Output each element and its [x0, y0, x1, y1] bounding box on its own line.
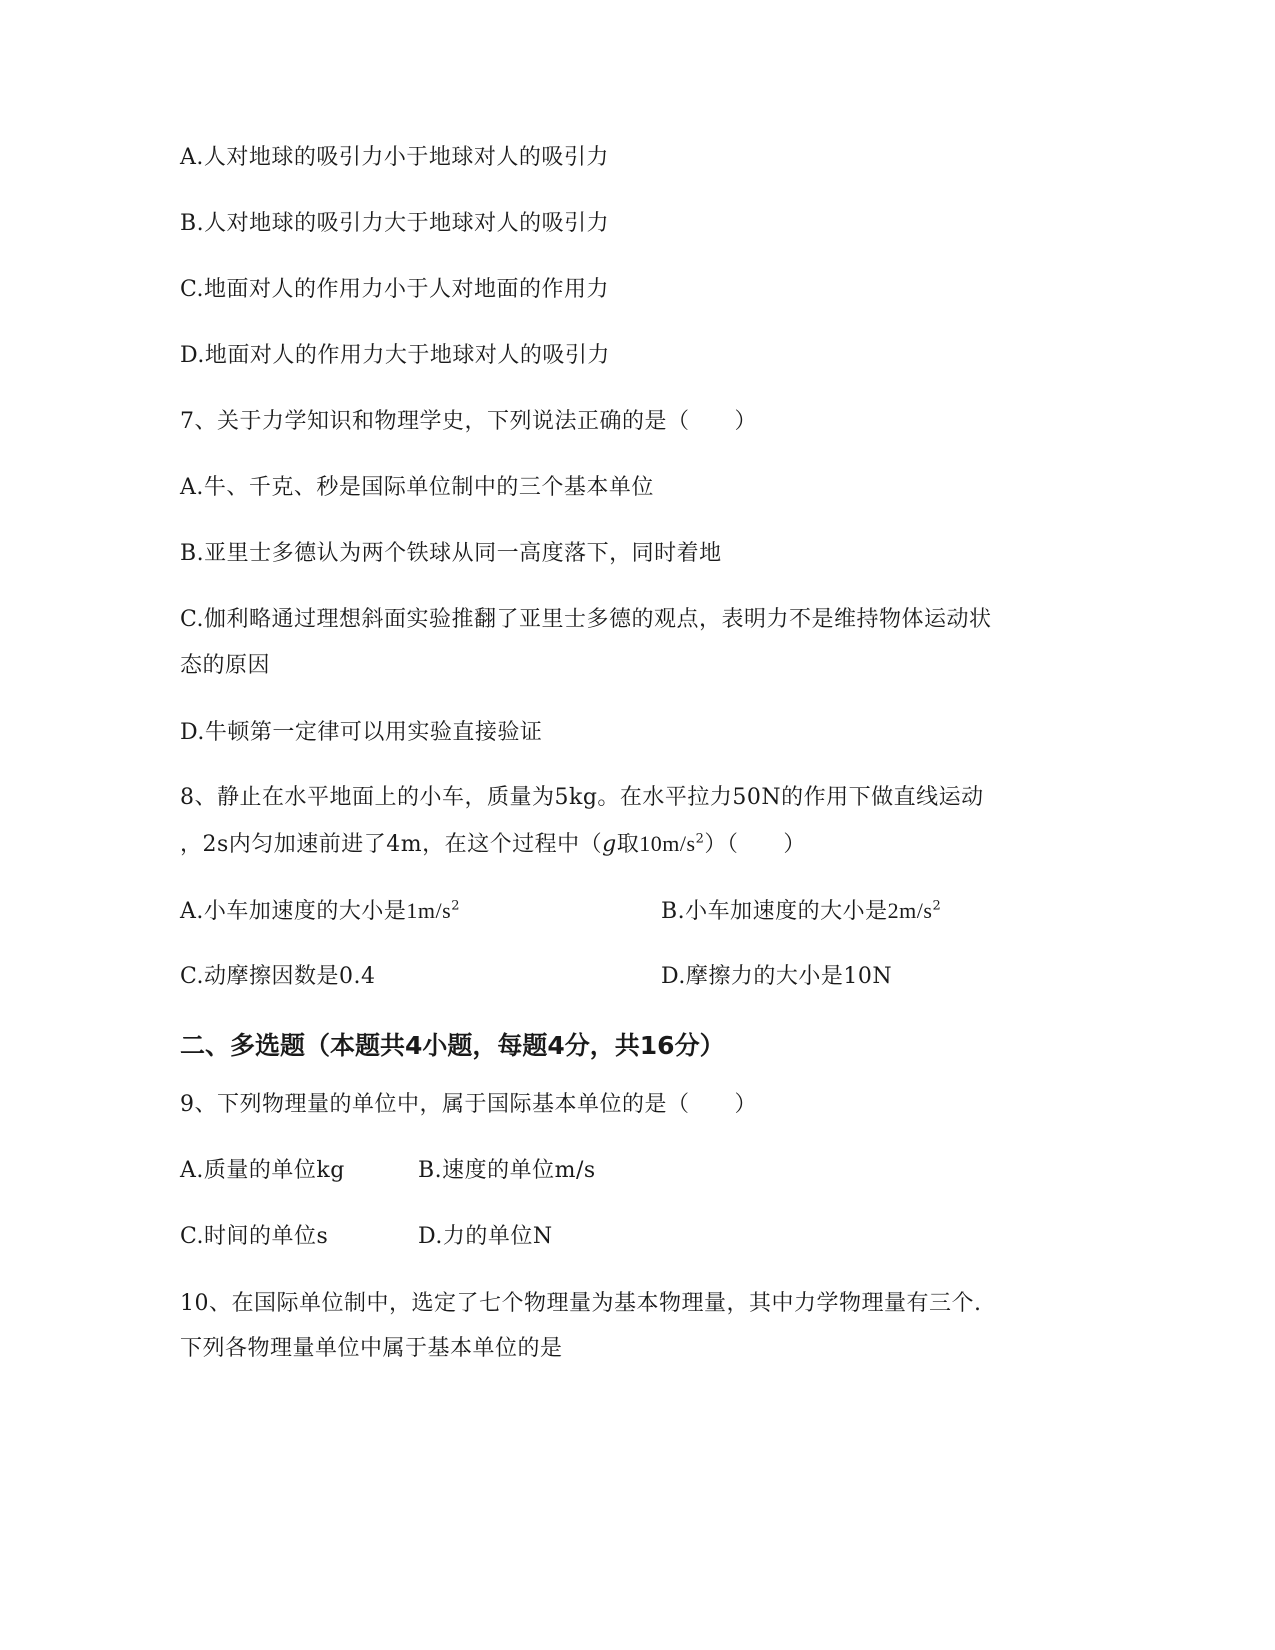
q9-option-b: B.速度的单位m/s: [418, 1158, 596, 1183]
q6-option-b: B.人对地球的吸引力大于地球对人的吸引力: [180, 211, 610, 236]
q6-option-a: A.人对地球的吸引力小于地球对人的吸引力: [180, 145, 609, 170]
q10-stem-line2: 下列各物理量单位中属于基本单位的是: [180, 1336, 563, 1361]
q8-option-b-text: B.小车加速度的大小是: [661, 899, 888, 924]
q8-stem-line2: [180, 829, 1075, 860]
q9-stem: 9、下列物理量的单位中，属于国际基本单位的是（ ）: [180, 1092, 757, 1117]
q8-stem-line2-post: ）（ ）: [704, 832, 806, 857]
q8-stem-unit: 10m/s: [639, 831, 696, 856]
q7-option-b: B.亚里士多德认为两个铁球从同一高度落下，同时着地: [180, 541, 722, 566]
q6-option-d: D.地面对人的作用力大于地球对人的吸引力: [180, 343, 610, 368]
q8-option-a-unit: 1m/s: [406, 898, 452, 923]
q8-option-a-text: A.小车加速度的大小是: [180, 899, 407, 924]
q7-option-c-line1: C.伽利略通过理想斜面实验推翻了亚里士多德的观点，表明力不是维持物体运动状: [180, 607, 992, 632]
q9-option-d: D.力的单位N: [418, 1224, 553, 1249]
q8-stem-line1: 8、静止在水平地面上的小车，质量为5kg。在水平拉力50N的作用下做直线运动: [180, 785, 984, 810]
q8-option-c: C.动摩擦因数是0.4: [180, 964, 376, 989]
q8-stem-line2-pre: ，2s内匀加速前进了4m，在这个过程中（: [180, 832, 603, 857]
q9-option-c: C.时间的单位s: [180, 1224, 329, 1249]
q6-option-c: C.地面对人的作用力小于人对地面的作用力: [180, 277, 610, 302]
q7-option-d: D.牛顿第一定律可以用实验直接验证: [180, 720, 543, 745]
q8-option-b-unit: 2m/s: [887, 898, 933, 923]
q8-option-d: D.摩擦力的大小是10N: [661, 964, 893, 989]
q8-option-b-sup: 2: [932, 898, 942, 914]
q10-stem-line1: 10、在国际单位制中，选定了七个物理量为基本物理量，其中力学物理量有三个.: [180, 1291, 982, 1316]
q8-stem-sup: 2: [695, 831, 705, 847]
q9-option-a: A.质量的单位kg: [180, 1158, 345, 1183]
q8-stem-g: g: [602, 832, 617, 857]
q8-stem-take: 取: [616, 832, 640, 857]
q7-option-a: A.牛、千克、秒是国际单位制中的三个基本单位: [180, 475, 654, 500]
q7-stem: 7、关于力学知识和物理学史，下列说法正确的是（ ）: [180, 409, 757, 434]
section-heading-multiple-choice: 二、多选题（本题共4小题，每题4分，共16分）: [180, 1031, 725, 1060]
q7-option-c-line2: 态的原因: [180, 653, 271, 678]
q8-option-a: [180, 896, 460, 927]
q8-option-b: [661, 896, 941, 927]
q8-option-a-sup: 2: [451, 898, 460, 914]
